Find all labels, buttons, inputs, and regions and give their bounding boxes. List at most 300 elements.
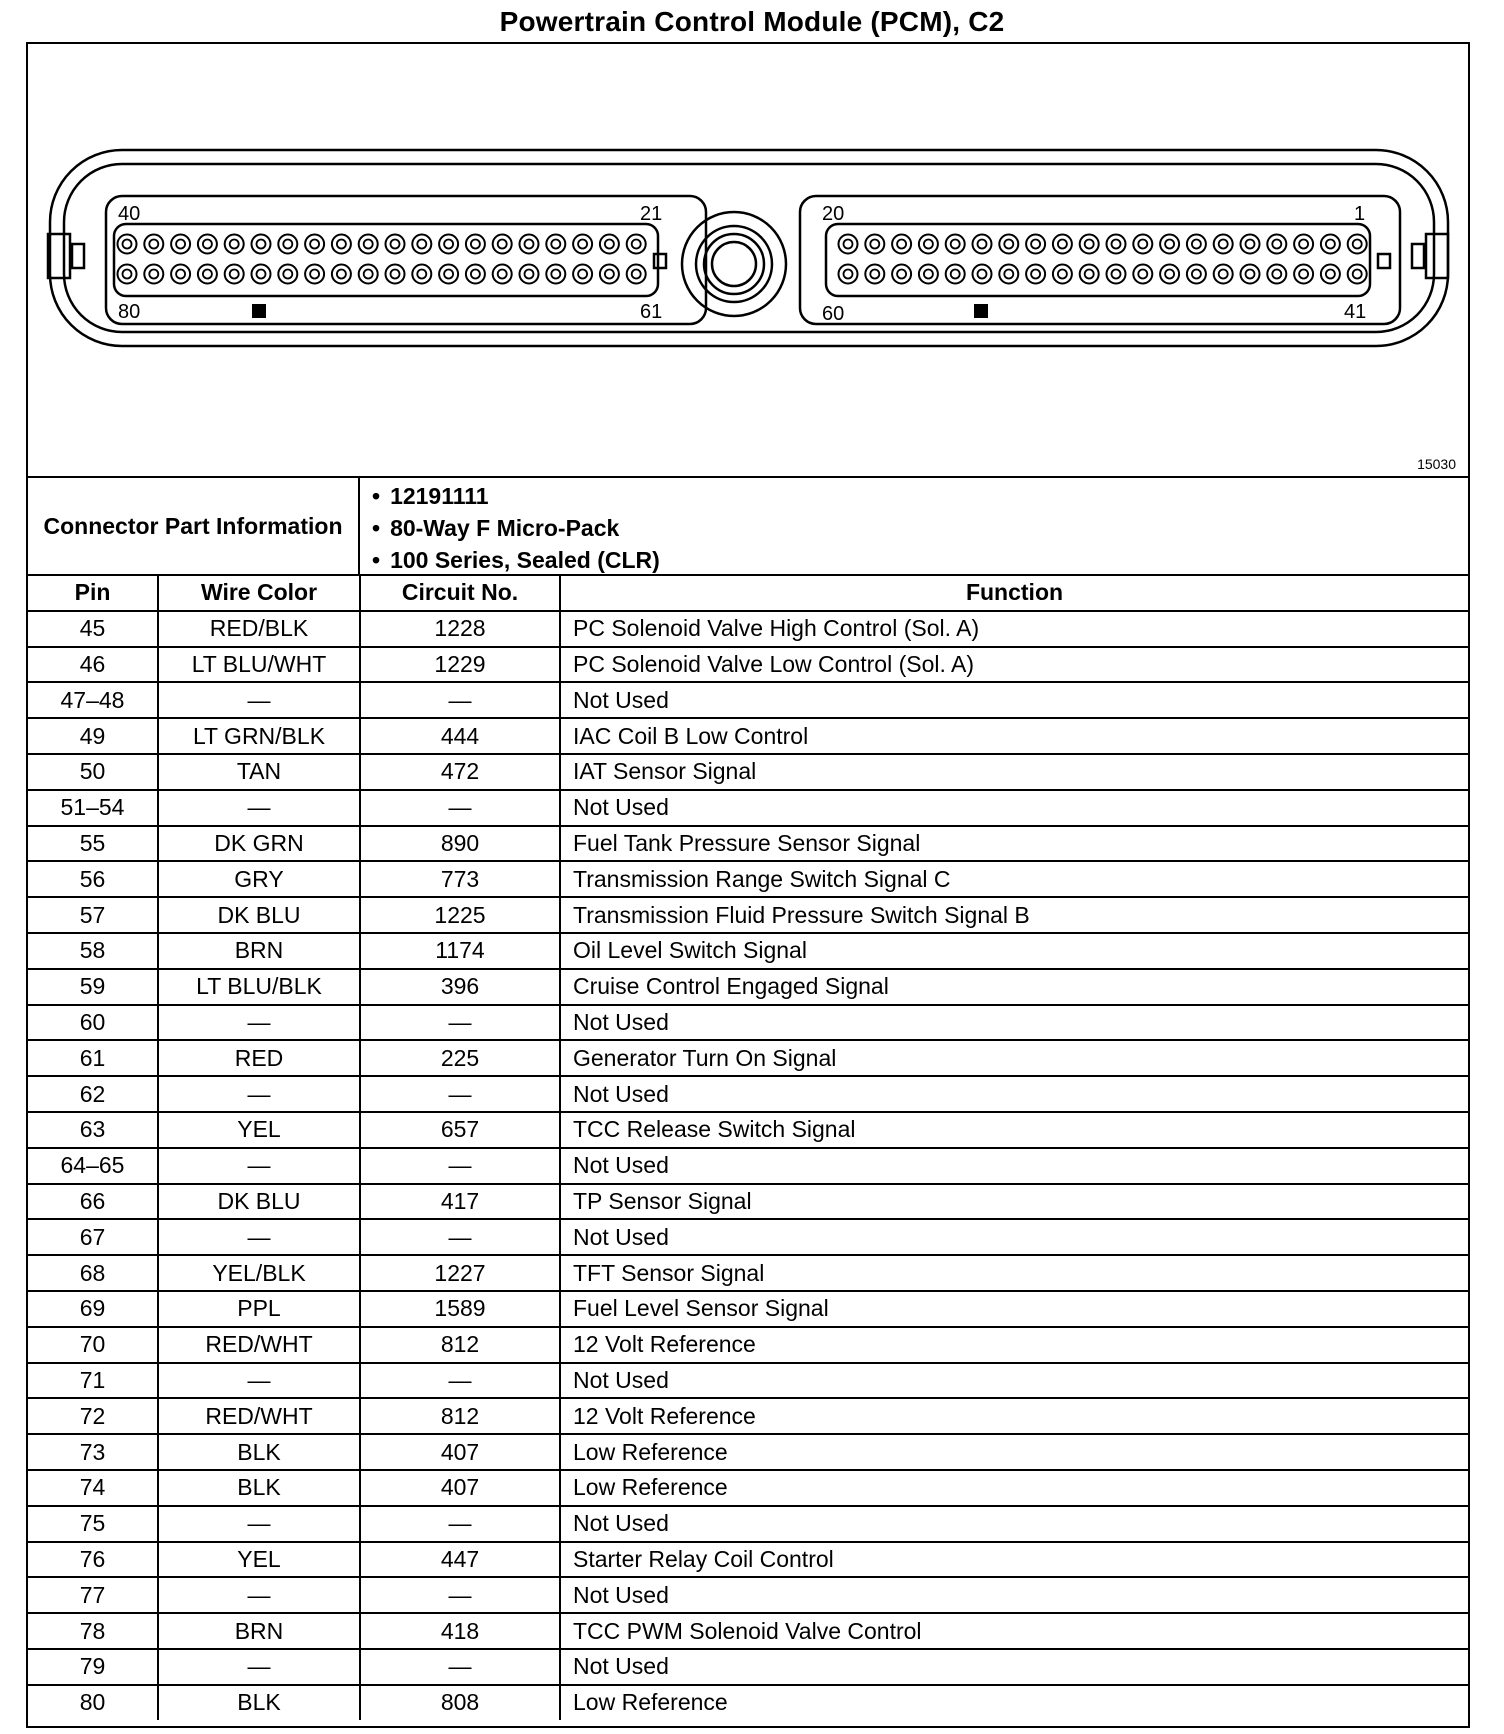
pin-contact — [632, 270, 641, 279]
connector-info-label: Connector Part Information — [28, 478, 360, 574]
pin-contact — [551, 240, 560, 249]
cell-function: Fuel Level Sensor Signal — [560, 1291, 1468, 1327]
cell-circuit-no: 808 — [360, 1685, 560, 1720]
cell-pin: 78 — [28, 1613, 158, 1649]
pin-cavity — [919, 235, 938, 254]
pin-cavity — [1080, 235, 1099, 254]
table-row — [28, 1076, 1468, 1112]
pin-contact — [870, 270, 879, 279]
pin-cavity — [118, 265, 137, 284]
pin-cavity — [1294, 265, 1313, 284]
connector-part-info — [28, 478, 1468, 576]
table-row — [28, 1649, 1468, 1685]
pin-contact — [924, 240, 933, 249]
connector-frame — [26, 42, 1470, 1728]
pin-contact — [123, 240, 132, 249]
cell-function: Not Used — [560, 1219, 1468, 1255]
table-row — [28, 647, 1468, 683]
cell-circuit-no: 890 — [360, 826, 560, 862]
cell-circuit-no: 225 — [360, 1040, 560, 1076]
pin-cavity — [1187, 235, 1206, 254]
pin-contact — [203, 240, 212, 249]
cell-wire-color: TAN — [158, 754, 360, 790]
cell-pin: 63 — [28, 1112, 158, 1148]
pin-contact — [1326, 270, 1335, 279]
pin-contact — [391, 270, 400, 279]
cell-pin: 66 — [28, 1184, 158, 1220]
pin-contact — [578, 240, 587, 249]
pin-contact — [337, 240, 346, 249]
pin-contact — [1353, 270, 1362, 279]
pin-contact — [337, 270, 346, 279]
pin-contact — [897, 240, 906, 249]
table-row — [28, 969, 1468, 1005]
cell-pin: 57 — [28, 897, 158, 933]
pin-cavity — [359, 235, 378, 254]
cell-pin: 56 — [28, 861, 158, 897]
cell-pin: 64–65 — [28, 1148, 158, 1184]
pin-contact — [951, 240, 960, 249]
pin-cavity — [466, 235, 485, 254]
pin-cavity — [600, 265, 619, 284]
cell-function: Cruise Control Engaged Signal — [560, 969, 1468, 1005]
pin-contact — [444, 240, 453, 249]
cell-circuit-no: 1174 — [360, 933, 560, 969]
table-row — [28, 1327, 1468, 1363]
cell-wire-color: — — [158, 1649, 360, 1685]
cell-wire-color: LT GRN/BLK — [158, 718, 360, 754]
table-row — [28, 1577, 1468, 1613]
figure-number: 15030 — [1417, 456, 1456, 472]
pin-cavity — [305, 265, 324, 284]
pin-contact — [1138, 270, 1147, 279]
pin-contact — [1112, 240, 1121, 249]
pin-cavity — [946, 265, 965, 284]
header-circuit-no: Circuit No. — [360, 576, 560, 611]
connector-diagram — [28, 44, 1468, 478]
pin-contact — [924, 270, 933, 279]
left-latch — [48, 234, 70, 278]
pin-contact — [1219, 240, 1228, 249]
pin-cavity — [305, 235, 324, 254]
cell-circuit-no: 472 — [360, 754, 560, 790]
pin-cavity — [1107, 265, 1126, 284]
pin-contact — [605, 270, 614, 279]
cell-function: 12 Volt Reference — [560, 1327, 1468, 1363]
cell-circuit-no: 1589 — [360, 1291, 560, 1327]
table-row — [28, 1291, 1468, 1327]
cell-circuit-no: 657 — [360, 1112, 560, 1148]
cell-pin: 79 — [28, 1649, 158, 1685]
pin-contact — [632, 240, 641, 249]
cell-circuit-no: 407 — [360, 1470, 560, 1506]
pin-contact — [1299, 240, 1308, 249]
right-latch — [1426, 234, 1448, 278]
pin-cavity — [144, 265, 163, 284]
pin-cavity — [1160, 235, 1179, 254]
cell-function: Starter Relay Coil Control — [560, 1542, 1468, 1578]
pin-contact — [364, 270, 373, 279]
pin-cavity — [332, 265, 351, 284]
right-polarization-key — [974, 304, 988, 318]
pin-contact — [525, 270, 534, 279]
pin-contact — [203, 270, 212, 279]
cell-circuit-no: 396 — [360, 969, 560, 1005]
connector-series: • 100 Series, Sealed (CLR) — [372, 544, 660, 576]
cell-circuit-no: — — [360, 1005, 560, 1041]
table-row — [28, 1255, 1468, 1291]
left-block-notch — [654, 254, 666, 268]
pin-contact — [1246, 270, 1255, 279]
cell-function: Not Used — [560, 1649, 1468, 1685]
right-pin-field — [826, 224, 1370, 296]
pin-cavity — [1133, 265, 1152, 284]
cell-circuit-no: — — [360, 1363, 560, 1399]
pin-contact — [417, 270, 426, 279]
cell-pin: 69 — [28, 1291, 158, 1327]
pin-cavity — [252, 235, 271, 254]
cell-function: Not Used — [560, 1005, 1468, 1041]
pin-cavity — [1107, 235, 1126, 254]
cell-wire-color: RED — [158, 1040, 360, 1076]
table-row — [28, 1184, 1468, 1220]
cell-function: Transmission Fluid Pressure Switch Signal B — [560, 897, 1468, 933]
cell-circuit-no: — — [360, 682, 560, 718]
pin-contact — [498, 240, 507, 249]
pin-cavity — [1321, 265, 1340, 284]
pin-cavity — [278, 235, 297, 254]
table-row — [28, 1685, 1468, 1720]
cell-circuit-no: 812 — [360, 1398, 560, 1434]
pin-cavity — [1026, 235, 1045, 254]
pin-cavity — [973, 265, 992, 284]
center-bolt-core — [712, 242, 756, 286]
cell-wire-color: BLK — [158, 1685, 360, 1720]
pin-contact — [1353, 240, 1362, 249]
cell-wire-color: — — [158, 682, 360, 718]
table-row — [28, 1005, 1468, 1041]
pin-cavity — [627, 265, 646, 284]
cell-circuit-no: — — [360, 1577, 560, 1613]
pin-contact — [1031, 240, 1040, 249]
table-row — [28, 1506, 1468, 1542]
pin-cavity — [225, 235, 244, 254]
cell-function: Not Used — [560, 1148, 1468, 1184]
pin-contact — [1085, 240, 1094, 249]
cell-function: Not Used — [560, 682, 1468, 718]
pin-cavity — [252, 265, 271, 284]
table-row — [28, 1470, 1468, 1506]
pin-contact — [1299, 270, 1308, 279]
cell-function: IAC Coil B Low Control — [560, 718, 1468, 754]
pin-cavity — [1348, 235, 1367, 254]
pinout-table — [28, 576, 1468, 1720]
cell-wire-color: DK BLU — [158, 897, 360, 933]
cell-wire-color: — — [158, 1076, 360, 1112]
cell-wire-color: BLK — [158, 1470, 360, 1506]
cell-wire-color: BRN — [158, 933, 360, 969]
cell-pin: 71 — [28, 1363, 158, 1399]
table-row — [28, 1398, 1468, 1434]
pin-cavity — [946, 235, 965, 254]
cell-circuit-no: 773 — [360, 861, 560, 897]
pin-label-80: 80 — [118, 301, 141, 323]
pin-cavity — [1241, 235, 1260, 254]
pin-cavity — [1267, 265, 1286, 284]
pin-contact — [230, 270, 239, 279]
pin-contact — [1165, 270, 1174, 279]
cell-function: IAT Sensor Signal — [560, 754, 1468, 790]
pin-label-40: 40 — [118, 203, 141, 225]
cell-function: Low Reference — [560, 1434, 1468, 1470]
cell-wire-color: LT BLU/WHT — [158, 647, 360, 683]
left-pin-block — [106, 196, 706, 324]
pin-contact — [978, 270, 987, 279]
pin-cavity — [520, 265, 539, 284]
table-row — [28, 754, 1468, 790]
pin-cavity — [865, 265, 884, 284]
pin-contact — [1004, 270, 1013, 279]
table-row — [28, 611, 1468, 647]
cell-pin: 77 — [28, 1577, 158, 1613]
pin-contact — [310, 270, 319, 279]
table-row — [28, 1542, 1468, 1578]
pin-contact — [1192, 240, 1201, 249]
pin-contact — [283, 240, 292, 249]
table-row — [28, 897, 1468, 933]
pin-cavity — [493, 265, 512, 284]
cell-wire-color: RED/WHT — [158, 1327, 360, 1363]
left-pin-field — [114, 224, 658, 296]
pin-cavity — [919, 265, 938, 284]
cell-wire-color: — — [158, 1005, 360, 1041]
table-row — [28, 861, 1468, 897]
pin-cavity — [600, 235, 619, 254]
pin-cavity — [546, 265, 565, 284]
pin-contact — [1004, 240, 1013, 249]
pin-contact — [364, 240, 373, 249]
pin-cavity — [359, 265, 378, 284]
pin-cavity — [1133, 235, 1152, 254]
pin-cavity — [1053, 235, 1072, 254]
cell-pin: 67 — [28, 1219, 158, 1255]
table-row — [28, 718, 1468, 754]
table-row — [28, 1148, 1468, 1184]
pin-cavity — [144, 235, 163, 254]
pin-cavity — [225, 265, 244, 284]
pin-cavity — [973, 235, 992, 254]
cell-function: PC Solenoid Valve High Control (Sol. A) — [560, 611, 1468, 647]
cell-pin: 73 — [28, 1434, 158, 1470]
cell-function: TFT Sensor Signal — [560, 1255, 1468, 1291]
cell-circuit-no: — — [360, 1506, 560, 1542]
pin-contact — [951, 270, 960, 279]
cell-circuit-no: — — [360, 1076, 560, 1112]
right-latch-key — [1412, 244, 1424, 268]
pin-cavity — [573, 235, 592, 254]
cell-function: Not Used — [560, 1076, 1468, 1112]
cell-wire-color: RED/BLK — [158, 611, 360, 647]
pin-cavity — [118, 235, 137, 254]
pin-contact — [1165, 240, 1174, 249]
pin-label-21: 21 — [640, 203, 663, 225]
cell-function: TCC Release Switch Signal — [560, 1112, 1468, 1148]
cell-pin: 60 — [28, 1005, 158, 1041]
pin-cavity — [278, 265, 297, 284]
cell-pin: 55 — [28, 826, 158, 862]
pin-contact — [605, 240, 614, 249]
cell-pin: 68 — [28, 1255, 158, 1291]
table-row — [28, 682, 1468, 718]
table-row — [28, 1112, 1468, 1148]
pin-contact — [1031, 270, 1040, 279]
pin-contact — [310, 240, 319, 249]
pin-cavity — [386, 235, 405, 254]
pin-contact — [149, 270, 158, 279]
table-header-row — [28, 576, 1468, 611]
cell-circuit-no: 1225 — [360, 897, 560, 933]
cell-wire-color: LT BLU/BLK — [158, 969, 360, 1005]
pin-contact — [1138, 240, 1147, 249]
pin-contact — [444, 270, 453, 279]
connector-part-number: • 12191111 — [372, 480, 660, 512]
cell-pin: 50 — [28, 754, 158, 790]
pin-cavity — [171, 235, 190, 254]
header-function: Function — [560, 576, 1468, 611]
table-row — [28, 1434, 1468, 1470]
pin-cavity — [439, 235, 458, 254]
cell-wire-color: YEL — [158, 1542, 360, 1578]
pin-contact — [978, 240, 987, 249]
cell-circuit-no: — — [360, 790, 560, 826]
pin-contact — [1246, 240, 1255, 249]
table-row — [28, 1613, 1468, 1649]
cell-pin: 72 — [28, 1398, 158, 1434]
cell-circuit-no: 418 — [360, 1613, 560, 1649]
pin-cavity — [493, 235, 512, 254]
page-title: Powertrain Control Module (PCM), C2 — [499, 6, 1005, 37]
pin-contact — [1272, 270, 1281, 279]
cell-wire-color: BLK — [158, 1434, 360, 1470]
table-row — [28, 1040, 1468, 1076]
pin-label-61: 61 — [640, 301, 663, 323]
pin-cavity — [865, 235, 884, 254]
cell-pin: 47–48 — [28, 682, 158, 718]
connector-drawing — [28, 44, 1468, 478]
right-pin-array — [839, 235, 1367, 284]
cell-pin: 46 — [28, 647, 158, 683]
connector-type: • 80-Way F Micro-Pack — [372, 512, 660, 544]
cell-pin: 74 — [28, 1470, 158, 1506]
pin-cavity — [892, 235, 911, 254]
cell-function: Low Reference — [560, 1470, 1468, 1506]
cell-pin: 76 — [28, 1542, 158, 1578]
pin-contact — [897, 270, 906, 279]
pin-contact — [230, 240, 239, 249]
pin-contact — [1326, 240, 1335, 249]
pin-cavity — [198, 235, 217, 254]
left-latch-key — [72, 244, 84, 268]
pin-contact — [471, 240, 480, 249]
pin-contact — [1219, 270, 1228, 279]
cell-circuit-no: 444 — [360, 718, 560, 754]
pin-cavity — [1348, 265, 1367, 284]
pin-contact — [1085, 270, 1094, 279]
table-row — [28, 826, 1468, 862]
cell-wire-color: GRY — [158, 861, 360, 897]
cell-circuit-no: 1227 — [360, 1255, 560, 1291]
pin-cavity — [332, 235, 351, 254]
cell-circuit-no: 1228 — [360, 611, 560, 647]
pin-cavity — [439, 265, 458, 284]
cell-wire-color: — — [158, 790, 360, 826]
pin-contact — [123, 270, 132, 279]
center-bolt-outer — [682, 212, 786, 316]
cell-pin: 45 — [28, 611, 158, 647]
cell-pin: 75 — [28, 1506, 158, 1542]
cell-wire-color: DK GRN — [158, 826, 360, 862]
cell-function: Not Used — [560, 790, 1468, 826]
pin-cavity — [546, 235, 565, 254]
cell-pin: 51–54 — [28, 790, 158, 826]
pin-cavity — [999, 265, 1018, 284]
cell-wire-color: — — [158, 1577, 360, 1613]
table-row — [28, 933, 1468, 969]
cell-pin: 62 — [28, 1076, 158, 1112]
cell-wire-color: — — [158, 1148, 360, 1184]
cell-circuit-no: — — [360, 1649, 560, 1685]
cell-function: Transmission Range Switch Signal C — [560, 861, 1468, 897]
cell-function: Low Reference — [573, 1689, 728, 1716]
left-polarization-key — [252, 304, 266, 318]
table-row — [28, 790, 1468, 826]
cell-function: PC Solenoid Valve Low Control (Sol. A) — [560, 647, 1468, 683]
pin-cavity — [1267, 235, 1286, 254]
pin-contact — [844, 270, 853, 279]
pin-contact — [149, 240, 158, 249]
pin-cavity — [1214, 235, 1233, 254]
cell-function: TCC PWM Solenoid Valve Control — [560, 1613, 1468, 1649]
cell-wire-color: PPL — [158, 1291, 360, 1327]
pin-contact — [1058, 270, 1067, 279]
cell-pin: 59 — [28, 969, 158, 1005]
pin-cavity — [1294, 235, 1313, 254]
pin-cavity — [520, 235, 539, 254]
pin-cavity — [1080, 265, 1099, 284]
cell-function: Generator Turn On Signal — [560, 1040, 1468, 1076]
pin-contact — [844, 240, 853, 249]
pin-cavity — [386, 265, 405, 284]
pin-cavity — [198, 265, 217, 284]
cell-circuit-no: 812 — [360, 1327, 560, 1363]
pin-label-41: 41 — [1344, 301, 1367, 323]
cell-wire-color: — — [158, 1506, 360, 1542]
pin-cavity — [1053, 265, 1072, 284]
pin-contact — [257, 270, 266, 279]
cell-function: Not Used — [560, 1363, 1468, 1399]
cell-circuit-no: 407 — [360, 1434, 560, 1470]
pin-contact — [417, 240, 426, 249]
pin-contact — [498, 270, 507, 279]
pin-cavity — [1214, 265, 1233, 284]
pin-contact — [525, 240, 534, 249]
pin-label-1: 1 — [1354, 203, 1366, 225]
pin-cavity — [839, 265, 858, 284]
cell-wire-color: — — [158, 1219, 360, 1255]
pin-contact — [283, 270, 292, 279]
table-row — [28, 1363, 1468, 1399]
pin-contact — [1058, 240, 1067, 249]
